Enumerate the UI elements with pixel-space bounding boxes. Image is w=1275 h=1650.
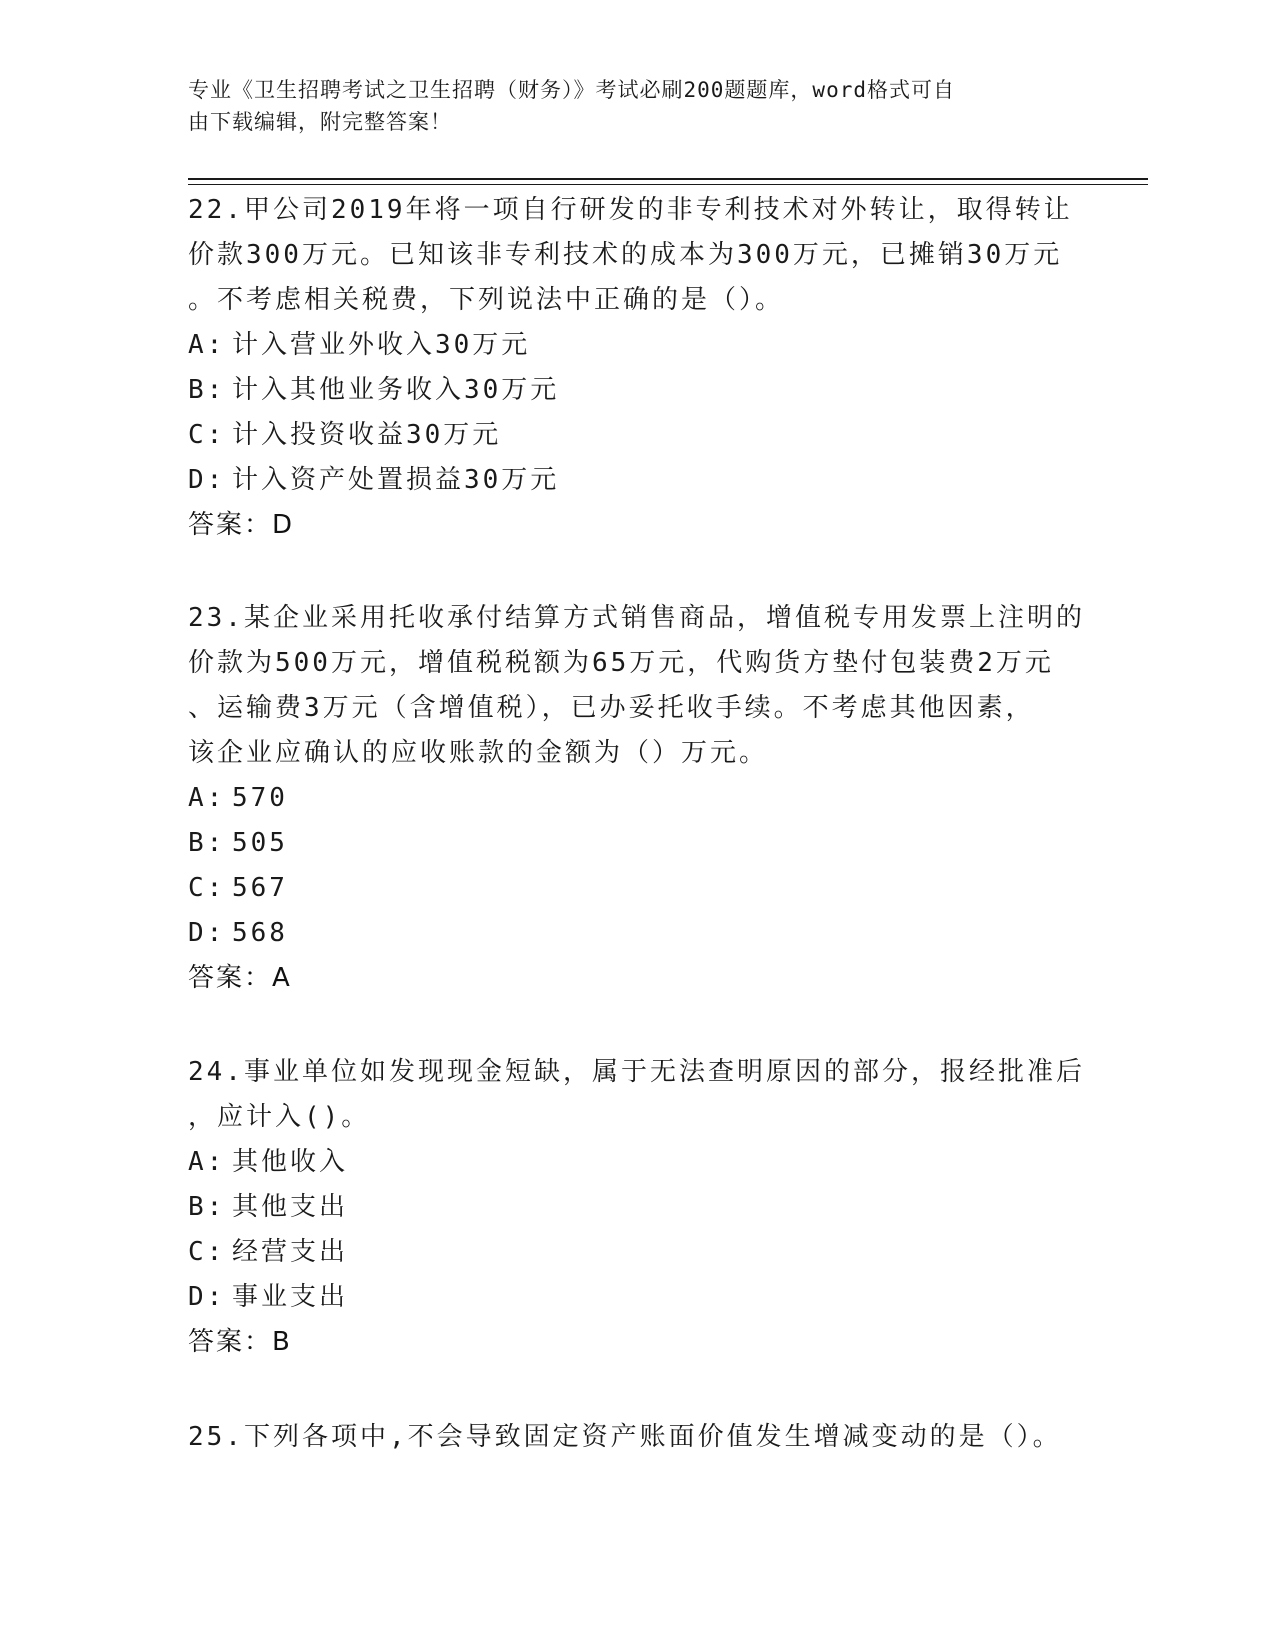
option-text: 计入其他业务收入30万元	[232, 375, 560, 405]
header-line: 专业《卫生招聘考试之卫生招聘（财务）》考试必刷200题题库，word格式可自	[188, 78, 955, 102]
option-letter: D:	[188, 1282, 226, 1312]
question-stem-line: 、运输费3万元（含增值税），已办妥托收手续。不考虑其他因素，	[188, 693, 1035, 723]
question-stem-line: 23.某企业采用托收承付结算方式销售商品，增值税专用发票上注明的	[188, 603, 1085, 633]
option-text: 计入投资收益30万元	[232, 420, 502, 450]
option-a	[188, 323, 1088, 368]
option-c	[188, 1230, 1088, 1275]
option-c	[188, 413, 1088, 458]
option-d	[188, 458, 1088, 503]
option-letter: B:	[188, 1192, 226, 1222]
option-b	[188, 821, 1088, 866]
question-stem-line: 价款300万元。已知该非专利技术的成本为300万元，已摊销30万元	[188, 240, 1063, 270]
option-text: 568	[232, 918, 288, 948]
option-letter: A:	[188, 330, 226, 360]
option-c	[188, 866, 1088, 911]
question-stem-line: 24.事业单位如发现现金短缺，属于无法查明原因的部分，报经批准后	[188, 1057, 1085, 1087]
document-header	[188, 74, 1068, 138]
option-letter: D:	[188, 918, 226, 948]
option-letter: C:	[188, 1237, 226, 1267]
question-stem-line: 该企业应确认的应收账款的金额为（）万元。	[188, 738, 769, 768]
option-letter: C:	[188, 873, 226, 903]
option-text: 567	[232, 873, 288, 903]
question-stem-line: ，应计入()。	[188, 1102, 371, 1132]
option-text: 505	[232, 828, 288, 858]
option-letter: B:	[188, 828, 226, 858]
header-divider	[188, 184, 1148, 185]
option-letter: A:	[188, 783, 226, 813]
option-text: 其他支出	[232, 1192, 349, 1222]
header-line: 由下载编辑，附完整答案！	[188, 110, 452, 134]
question-stem-line: 价款为500万元，增值税税额为65万元，代购货方垫付包装费2万元	[188, 648, 1054, 678]
option-letter: D:	[188, 465, 226, 495]
option-text: 经营支出	[232, 1237, 349, 1267]
option-b	[188, 1185, 1088, 1230]
question-24	[188, 1050, 1088, 1365]
answer-line: 答案：B	[188, 1327, 292, 1357]
option-a	[188, 776, 1088, 821]
option-text: 其他收入	[232, 1147, 349, 1177]
option-text: 计入资产处置损益30万元	[232, 465, 560, 495]
answer-line: 答案：D	[188, 510, 295, 540]
question-stem-line: 22.甲公司2019年将一项自行研发的非专利技术对外转让，取得转让	[188, 195, 1073, 225]
option-d	[188, 1275, 1088, 1320]
option-a	[188, 1140, 1088, 1185]
header-divider	[188, 178, 1148, 180]
question-stem-line: 。不考虑相关税费，下列说法中正确的是（）。	[188, 285, 785, 315]
option-text: 计入营业外收入30万元	[232, 330, 531, 360]
option-b	[188, 368, 1088, 413]
option-letter: B:	[188, 375, 226, 405]
option-letter: C:	[188, 420, 226, 450]
option-text: 事业支出	[232, 1282, 349, 1312]
question-25	[188, 1415, 1088, 1460]
option-letter: A:	[188, 1147, 226, 1177]
option-d	[188, 911, 1088, 956]
question-stem-line: 25.下列各项中,不会导致固定资产账面价值发生增减变动的是（）。	[188, 1422, 1062, 1452]
question-23	[188, 596, 1088, 1001]
question-22	[188, 188, 1088, 548]
option-text: 570	[232, 783, 288, 813]
answer-line: 答案：A	[188, 963, 292, 993]
